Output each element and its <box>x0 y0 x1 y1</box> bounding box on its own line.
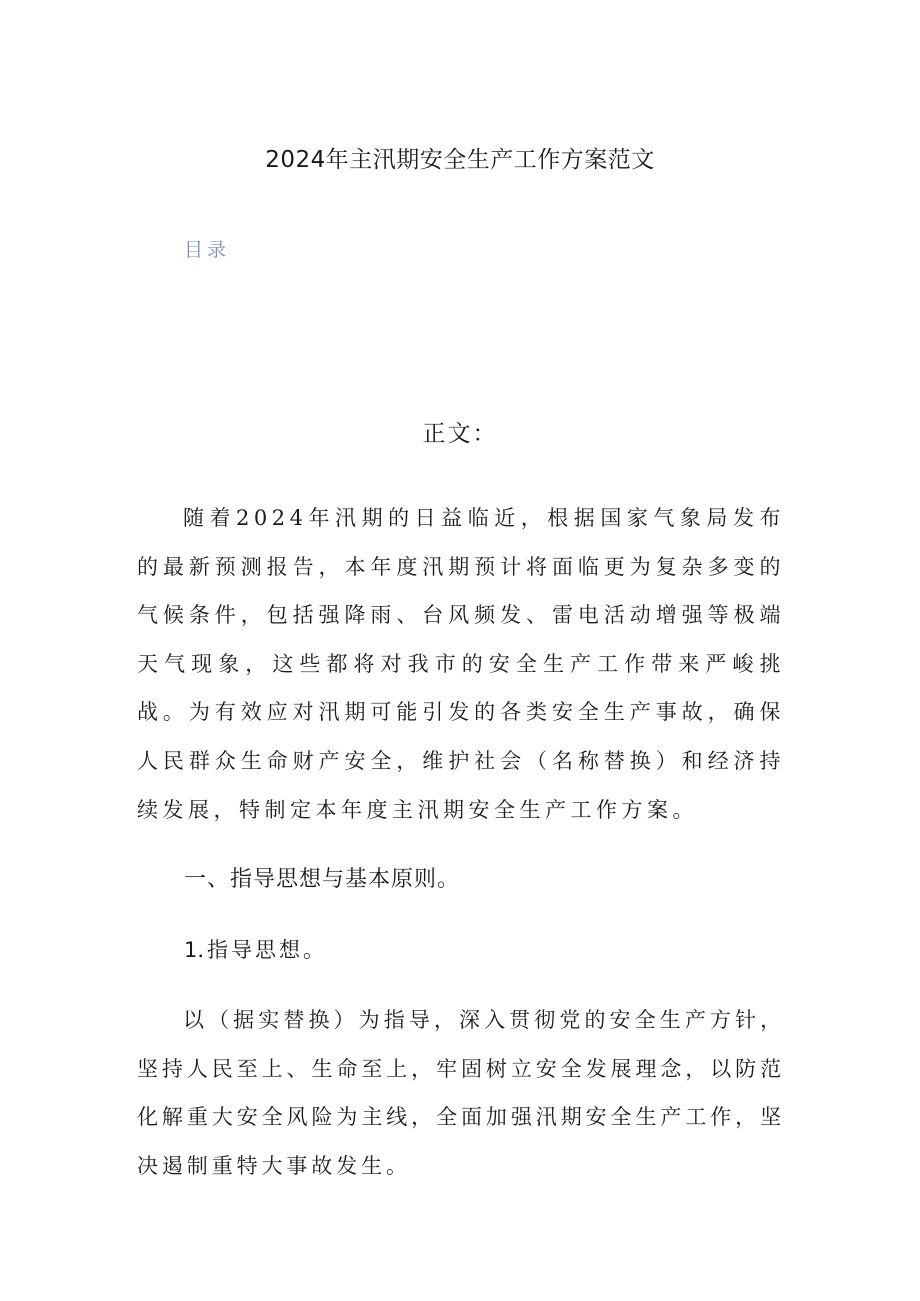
intro-paragraph: 随着2024年汛期的日益临近，根据国家气象局发布的最新预测报告，本年度汛期预计将面临更为复杂多变的气候条件，包括强降雨、台风频发、雷电活动增强等极端天气现象，这些都将对我市的安全生产工作带来严峻挑战。为有效应对汛期可能引发的各类安全生产事故，确保人民群众生命财产安全，维护社会（名称替换）和经济持续发展，特制定本年度主汛期安全生产工作方案。 <box>137 506 785 822</box>
section-heading-guiding-principles: 一、指导思想与基本原则。 <box>184 867 461 892</box>
subsection-heading-guiding-ideology <box>184 930 327 970</box>
document-title: 2024年主汛期安全生产工作方案范文 <box>265 147 655 173</box>
table-of-contents-label: 目录 <box>184 239 231 261</box>
body-heading: 正文： <box>422 421 498 447</box>
subsection-number: 1 <box>184 938 198 962</box>
subsection-title: .指导思想。 <box>197 938 328 962</box>
guiding-ideology-paragraph: 以（据实替换）为指导，深入贯彻党的安全生产方针，坚持人民至上、生命至上，牢固树立安全发展理念，以防范化解重大安全风险为主线，全面加强汛期安全生产工作，坚决遏制重特大事故发生。 <box>137 1008 785 1178</box>
